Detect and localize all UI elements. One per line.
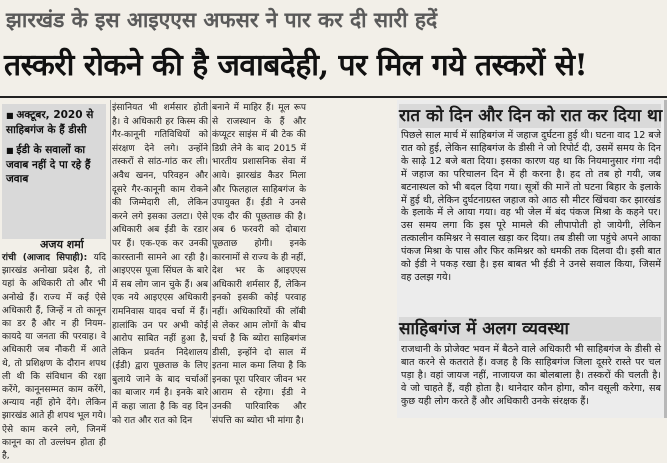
dateline: रांची (आजाद सिपाही): bbox=[2, 253, 88, 263]
author-byline: अजय शर्मा bbox=[40, 238, 84, 251]
highlight-bullets bbox=[2, 104, 106, 239]
box1-text: पिछले साल मार्च में साहिबगंज में जहाज दुर्घटना हुई थी। घटना वाद 12 बजे रात को हुई, लेकिन साहिबगंज के डीसी ने जो रिपोर्ट दी, उसमें समय के दिन के साढ़े 12 बजे बता दिया। इसका कारण यह था कि नियमानुसार गंगा नदी में जहाज का परिचालन दिन में ही करना है। हद तो तब हो गयी, जब बटनास्थल को भी बदल दिया गया। सूत्रों की मानें तो घटना बिहार के इलाके में हुई थी, लेकिन दुर्घटनाग्रस्त जहाज को आठ सौ मीटर खिंचवा कर झारखंड के इलाके में ले आया गया। वह भी जेल में बंद पंकज मिश्रा के कहने पर। उस समय लगा कि इस पूरे मामले की लीपापोती हो जायेगी, लेकिन तत्कालीन कमिश्नर ने सवाल खड़ा कर दिया। तब डीसी जा पहुंचे अपने आका पंकज मिश्रा के पास और फिर कमिश्नर को धमकी तक दिलवा दी। इसी बात को ईडी ने पकड़ रखा है। इस बाबत भी ईडी ने उनसे सवाल किया, जिसमें वह उलझ गये। bbox=[401, 130, 661, 283]
box1-title: रात को दिन और दिन को रात कर दिया था bbox=[399, 106, 663, 126]
kicker-headline: झारखंड के इस आइएएस अफसर ने पार कर दी सारी हदें bbox=[6, 8, 438, 32]
box2-text: राजधानी के प्रोजेक्ट भवन में बैठने वाले अधिकारी भी साहिबगंज के डीसी से बात करने से कतराते हैं। वजह है कि साहिबगंज जिला दूसरे रास्ते पर चल पड़ा है। वहां जायज नहीं, नाजायज का बोलबाला है। तस्करों की चलती है। वे जो चाहते हैं, वही होता है। थानेदार कौन होगा, कौन वसूली करेगा, सब कुछ यही लोग करते हैं और अधिकारी उनके संरक्षक हैं। bbox=[401, 344, 661, 407]
column-1-text: यदि झारखंड अनोखा प्रदेश है, तो यहां के अधिकारी तो और भी अनोखे हैं। राज्य में कई ऐसे अधिकारी हैं, जिन्हें न तो कानून का डर है और न ही नियम-कायदे या जनता की परवाह। वे अधिकारी जब नौकरी में आते थे, तो प्रशिक्षण के दौरान शपथ ली थी कि संविधान की रक्षा करेंगे, कानूनसम्मत काम करेंगे, अन्याय नहीं होने देंगे। लेकिन झारखंड आते ही शपथ भूल गये। ऐसे काम करने लगे, जिनमें कानून का तो उल्लंघन होता ही है, bbox=[2, 253, 106, 462]
column-divider bbox=[110, 100, 111, 418]
box2-title: साहिबगंज में अलग व्यवस्था bbox=[399, 317, 661, 341]
main-headline: तस्करी रोकने की है जवाबदेही, पर मिल गये तस्करों से! bbox=[4, 48, 588, 83]
article-column-2: इंसानियत भी शर्मसार होती है। वे अधिकारी हर किस्म की गैर-कानूनी गतिविधियों को संरक्षण देने लगे। उन्होंने तस्करों से सांठ-गांठ कर ली। अवैध खनन, परिवहन और दूसरे गैर-कानूनी काम रोकने की जिम्मेदारी ली, लेकिन करने लगे इसका उलटा। ऐसे अधिकारी अब ईडी के रडार पर हैं। एक-एक कर उनकी कारस्तानी सामने आ रही है। आइएएस पूजा सिंघल के बारे में सब लोग जान चुके हैं। अब एक नये आइएएस अधिकारी रामनिवास यादव चर्चा में हैं। हालांकि उन पर अभी कोई आरोप साबित नहीं हुआ है, लेकिन प्रवर्तन निदेशालय (ईडी) द्वारा पूछताछ के लिए बुलाये जाने के बाद चर्चाओं का बाजार गर्म है। इनके बारे में कहा जाता है कि वह दिन को रात और रात को दिन bbox=[112, 103, 208, 426]
side-column bbox=[0, 100, 110, 462]
article-column-3: बनाने में माहिर हैं। मूल रूप से राजस्थान के हैं और कंप्यूटर साइंस में बी टेक की डिग्री लेने के बाद 2015 में भारतीय प्रशासनिक सेवा में आये। झारखंड कैडर मिला और फिलहाल साहिबगंज के उपायुक्त हैं। ईडी ने उनसे एक दौर की पूछताछ की है। अब 6 फरवरी को दोबारा पूछताछ होगी। इनके कारनामों से राज्य के ही नहीं, देश भर के आइएएस अधिकारी शर्मसार हैं, लेकिन इनको इसकी कोई परवाह नहीं। अधिकारियों की लॉबी से लेकर आम लोगों के बीच चर्चा है कि ब्योरा साहिबगंज डीसी, इन्होंने दो साल में इतना माल कमा लिया है कि इनका पूरा परिवार जीवन भर आराम से रहेगा। ईडी ने उनकी पारिवारिक और संपत्ति का ब्योरा भी मांगा है। bbox=[212, 103, 306, 426]
sidebar-box bbox=[397, 100, 667, 418]
bullet-item: ■ अक्टूबर, 2020 से साहिबगंज के हैं डीसी bbox=[6, 108, 102, 137]
article-column-1 bbox=[2, 252, 106, 462]
bullet-item: ■ ईडी के सवालों का जवाब नहीं दे पा रहे हैं जवाब bbox=[6, 143, 102, 186]
column-divider bbox=[210, 100, 211, 418]
headline-divider bbox=[0, 96, 667, 98]
